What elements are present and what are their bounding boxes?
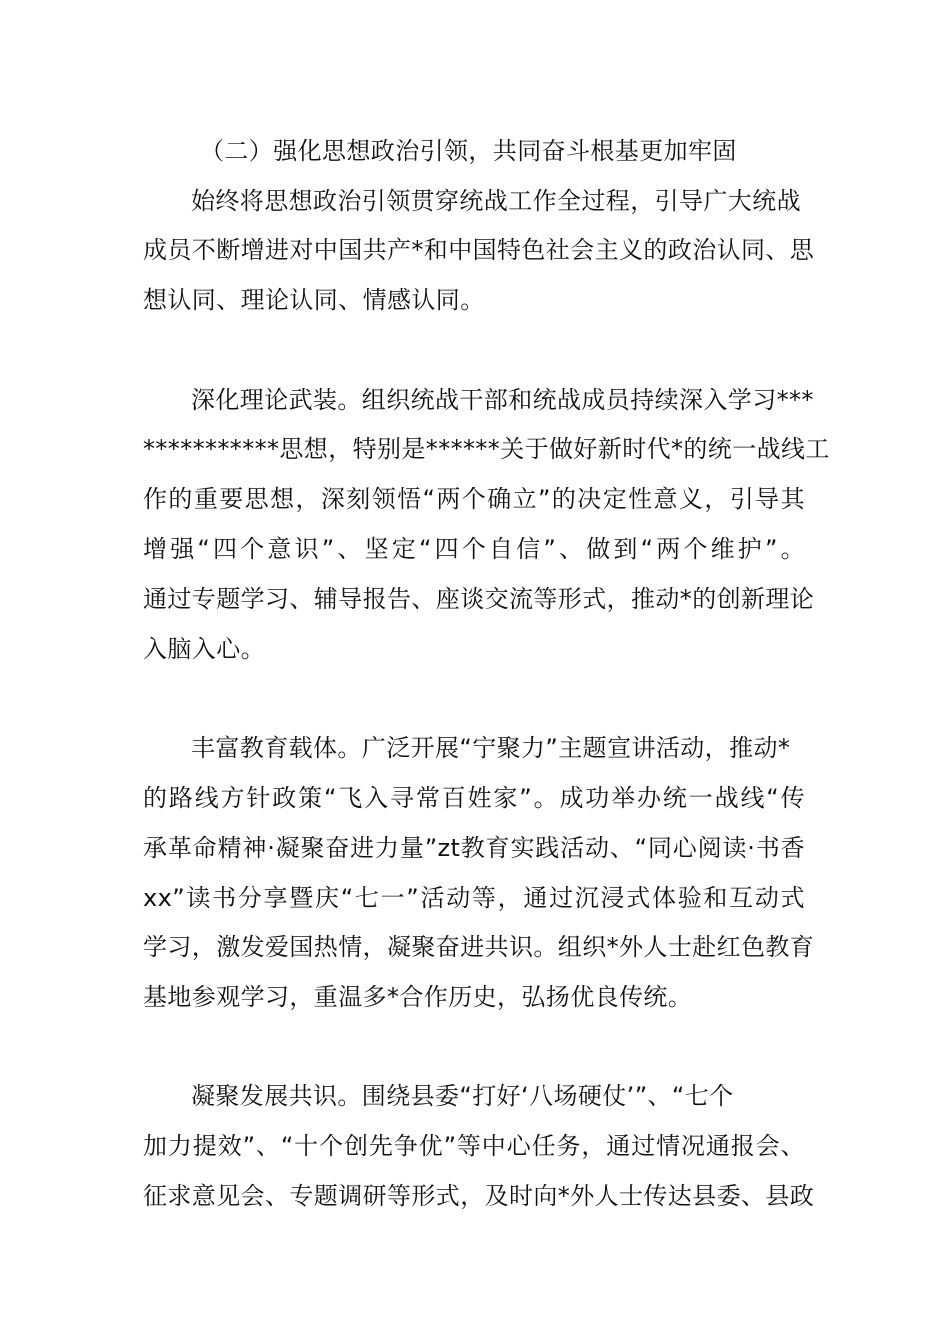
- paragraph-1-line-1: 始终将思想政治引领贯穿统战工作全过程，引导广大统战: [191, 187, 801, 215]
- paragraph-3-line-2: 的路线方针政策“飞入寻常百姓家”。成功举办统一战线“传: [143, 784, 805, 812]
- paragraph-3-line-6: 基地参观学习，重温多*合作历史，弘扬优良传统。: [143, 983, 693, 1011]
- paragraph-1-line-3: 想认同、理论认同、情感认同。: [143, 286, 485, 314]
- paragraph-2-line-4: 增强“四个意识”、坚定“四个自信”、做到“两个维护”。: [143, 535, 805, 563]
- paragraph-2-line-2: ***********思想，特别是******关于做好新时代*的统一战线工: [143, 435, 830, 463]
- paragraph-2-line-5: 通过专题学习、辅导报告、座谈交流等形式，推动*的创新理论: [143, 585, 815, 613]
- paragraph-2-line-3: 作的重要思想，深刻领悟“两个确立”的决定性意义，引导其: [143, 485, 805, 513]
- paragraph-1-line-2: 成员不断增进对中国共产*和中国特色社会主义的政治认同、思: [143, 236, 815, 264]
- paragraph-4-line-3: 征求意见会、专题调研等形式，及时向*外人士传达县委、县政: [143, 1182, 815, 1210]
- paragraph-3-line-4: xx”读书分享暨庆“七一”活动等，通过沉浸式体验和互动式: [143, 884, 805, 912]
- section-heading: （二）强化思想政治引领，共同奋斗根基更加牢固: [200, 137, 737, 165]
- paragraph-4-line-1: 凝聚发展共识。围绕县委“打好‘八场硬仗’”、“七个: [191, 1082, 734, 1110]
- paragraph-4-line-2: 加力提效”、“十个创先争优”等中心任务，通过情况通报会、: [143, 1132, 805, 1160]
- paragraph-3-line-1: 丰富教育载体。广泛开展“宁聚力”主题宣讲活动，推动*: [191, 734, 791, 762]
- paragraph-3-line-3: 承革命精神·凝聚奋进力量”zt教育实践活动、“同心阅读·书香: [143, 834, 805, 862]
- paragraph-3-line-5: 学习，激发爱国热情，凝聚奋进共识。组织*外人士赴红色教育: [143, 933, 815, 961]
- paragraph-2-line-1: 深化理论武装。组织统战干部和统战成员持续深入学习***: [191, 386, 814, 414]
- paragraph-2-line-6: 入脑入心。: [143, 635, 265, 663]
